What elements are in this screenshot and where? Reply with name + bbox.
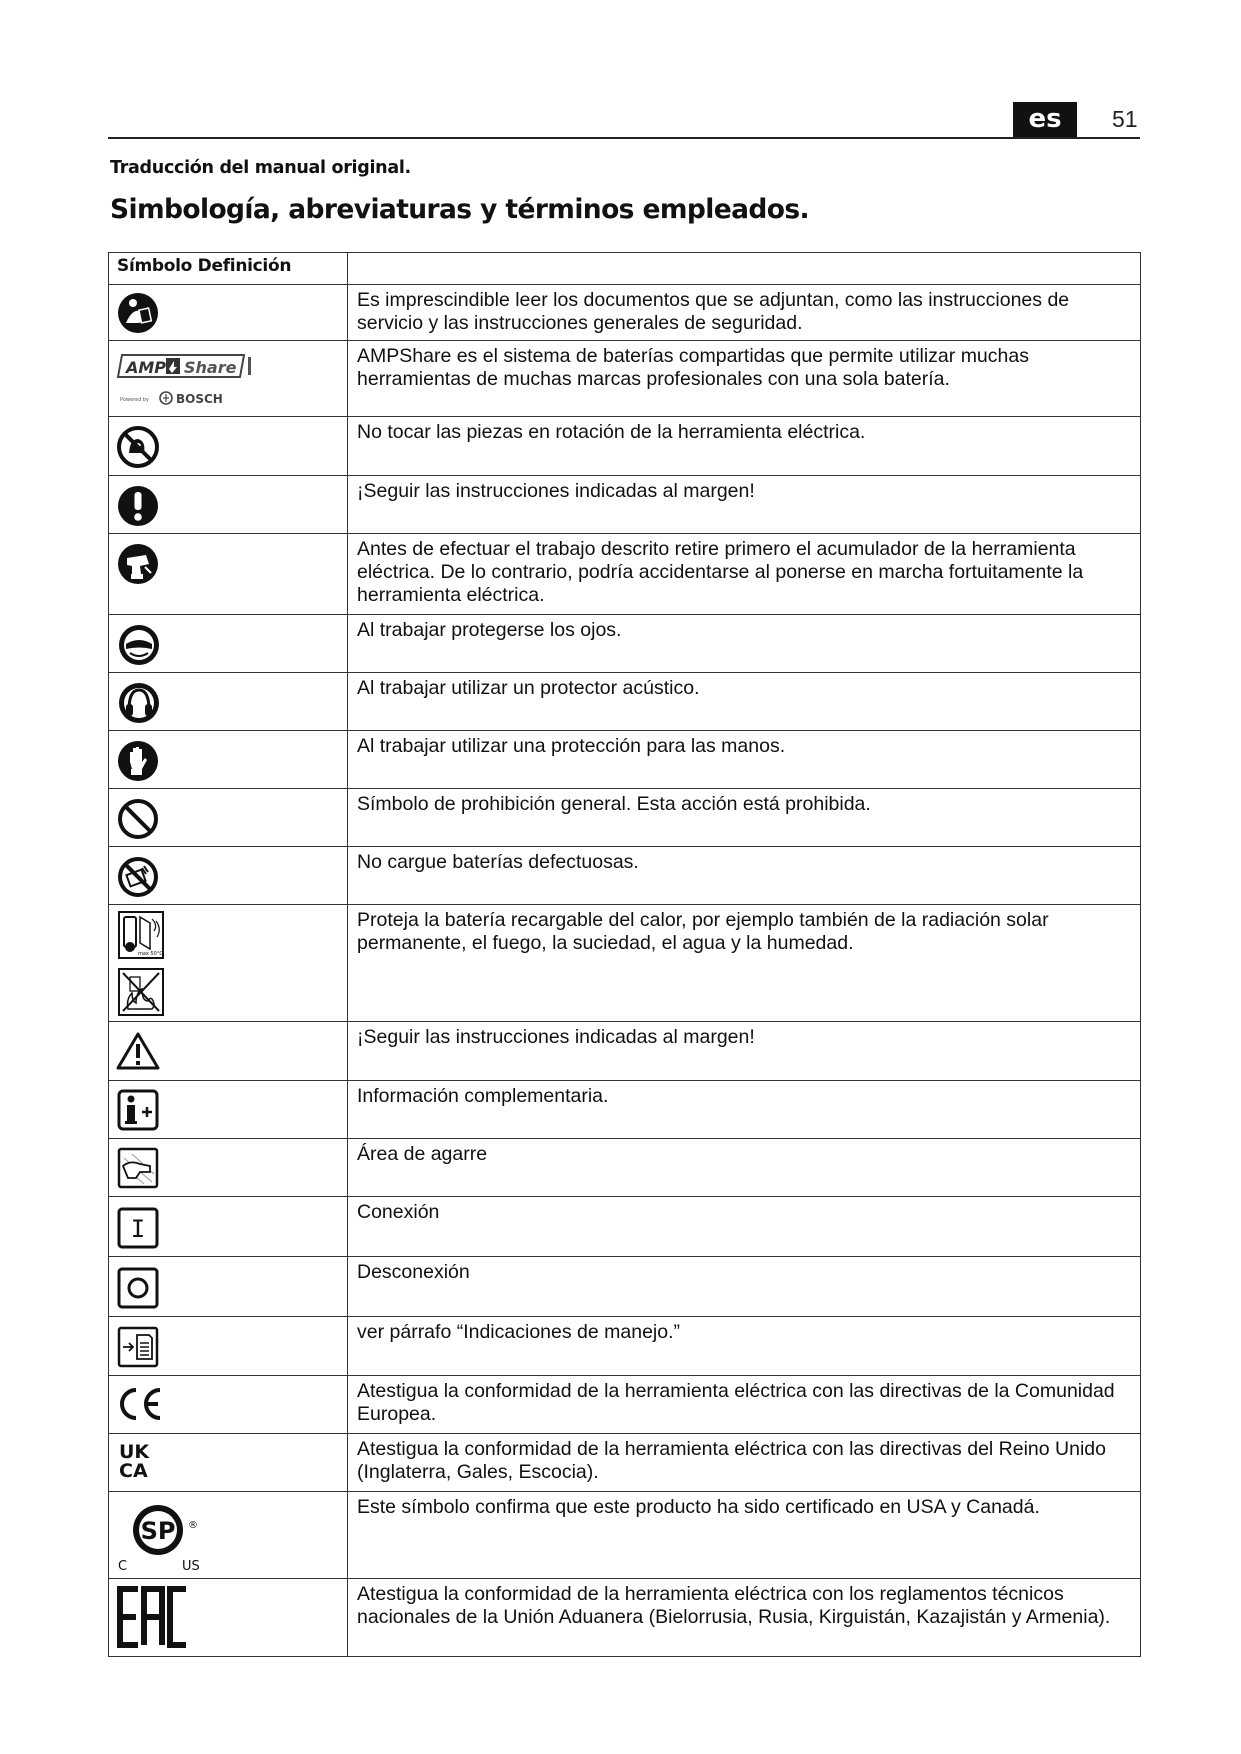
table-header-row: [109, 253, 1141, 285]
table-row: [109, 341, 1141, 417]
ampshare-amp-text: AMP: [126, 358, 167, 377]
hand-protection-icon: [116, 738, 166, 788]
eac-mark-label: EAC: [116, 1585, 118, 1586]
ampshare-brand: BOSCH: [176, 392, 223, 406]
definition-text: Antes de efectuar el trabajo descrito retire primero el acumulador de la herramienta eléctrica. De lo contrario, podría accidentarse al ponerse en marcha fortuitamente la herramienta eléctrica.: [348, 534, 1141, 615]
ukca-ca-label: CA: [119, 1460, 148, 1482]
definition-text: No cargue baterías defectuosas.: [348, 847, 1141, 905]
battery-heat-icon: [116, 909, 166, 1019]
definition-text: Al trabajar utilizar un protector acústico.: [348, 673, 1141, 731]
power-on-icon: [116, 1206, 166, 1256]
ear-protection-icon: [116, 680, 166, 730]
table-row: [109, 1434, 1141, 1492]
grip-area-icon: [116, 1146, 166, 1196]
table-row: [109, 847, 1141, 905]
table-row: [109, 285, 1141, 341]
definition-text: Proteja la batería recargable del calor, por ejemplo también de la radiación solar permanente, el fuego, la suciedad, el agua y la humedad.: [348, 905, 1141, 1022]
column-header-empty: [348, 253, 1141, 285]
table-row: [109, 1081, 1141, 1139]
header-rule: [108, 137, 1140, 139]
csa-logo-text: SP: [140, 1517, 176, 1545]
battery-heat-caption: max 50°C: [138, 951, 163, 957]
see-paragraph-icon: [116, 1325, 166, 1375]
power-on-label: I: [130, 1215, 146, 1243]
ce-mark-icon: [116, 1382, 176, 1432]
table-row: [109, 534, 1141, 615]
column-header: Símbolo Definición: [117, 256, 292, 276]
page-number: 51: [1112, 106, 1138, 132]
definition-text: Al trabajar utilizar una protección para las manos.: [348, 731, 1141, 789]
table-row: [109, 905, 1141, 1022]
definition-text: Al trabajar protegerse los ojos.: [348, 615, 1141, 673]
table-row: [109, 476, 1141, 534]
definition-text: Conexión: [348, 1197, 1141, 1257]
page-title: Simbología, abreviaturas y términos empleados.: [110, 194, 809, 225]
csa-mark-icon: [116, 1494, 206, 1574]
table-row: [109, 1139, 1141, 1197]
table-row: [109, 1257, 1141, 1317]
table-row: [109, 1022, 1141, 1081]
warning-triangle-icon: [116, 1030, 166, 1080]
definition-text: Desconexión: [348, 1257, 1141, 1317]
csa-c-label: C: [118, 1559, 128, 1574]
table-row: [109, 789, 1141, 847]
definition-text: ver párrafo “Indicaciones de manejo.”: [348, 1317, 1141, 1376]
prohibition-icon: [116, 796, 166, 846]
power-off-icon: [116, 1266, 166, 1316]
definition-text: ¡Seguir las instrucciones indicadas al margen!: [348, 1022, 1141, 1081]
info-icon: [116, 1088, 166, 1138]
remove-battery-icon: [116, 542, 166, 592]
table-row: [109, 673, 1141, 731]
no-touch-rotating-icon: [116, 425, 166, 475]
ampshare-share-text: Share: [184, 358, 237, 377]
exclamation-icon: [116, 483, 166, 533]
table-row: [109, 417, 1141, 476]
table-row: [109, 1317, 1141, 1376]
definition-text: Atestigua la conformidad de la herramienta eléctrica con las directivas del Reino Unido (Inglaterra, Gales, Escocia).: [348, 1434, 1141, 1492]
definition-text: Área de agarre: [348, 1139, 1141, 1197]
definition-text: Atestigua la conformidad de la herramienta eléctrica con las directivas de la Comunidad Europea.: [348, 1376, 1141, 1434]
definition-text: Este símbolo confirma que este producto ha sido certificado en USA y Canadá.: [348, 1492, 1141, 1579]
table-row: [109, 615, 1141, 673]
no-charge-defective-icon: [116, 854, 166, 904]
ampshare-powered-by: Powered by: [120, 397, 149, 403]
language-badge: es: [1013, 102, 1077, 137]
definition-text: Es imprescindible leer los documentos que se adjuntan, como las instrucciones de servicio y las instrucciones generales de seguridad.: [348, 285, 1141, 341]
ce-mark-label: CE: [116, 1382, 118, 1383]
document-subtitle: Traducción del manual original.: [110, 158, 411, 178]
definition-text: No tocar las piezas en rotación de la herramienta eléctrica.: [348, 417, 1141, 476]
table-row: [109, 731, 1141, 789]
csa-us-label: US: [182, 1559, 200, 1574]
definition-text: ¡Seguir las instrucciones indicadas al margen!: [348, 476, 1141, 534]
eye-protection-icon: [116, 622, 166, 672]
csa-registered: ®: [188, 1520, 198, 1531]
definition-text: Información complementaria.: [348, 1081, 1141, 1139]
definition-text: Símbolo de prohibición general. Esta acción está prohibida.: [348, 789, 1141, 847]
definition-text: AMPShare es el sistema de baterías compartidas que permite utilizar muchas herramientas de muchas marcas profesionales con una sola batería.: [348, 341, 1141, 417]
ukca-uk-label: UK: [119, 1441, 150, 1463]
table-row: [109, 1376, 1141, 1434]
ukca-mark-icon: [116, 1438, 166, 1488]
definition-text: Atestigua la conformidad de la herramienta eléctrica con los reglamentos técnicos nacionales de la Unión Aduanera (Bielorrusia, Rusia, Kirguistán, Kazajistán y Armenia).: [348, 1579, 1141, 1657]
table-row: [109, 1492, 1141, 1579]
eac-mark-icon: [116, 1585, 206, 1655]
symbol-table: [108, 252, 1141, 1657]
read-manual-icon: [116, 289, 166, 339]
table-row: [109, 1579, 1141, 1657]
table-row: [109, 1197, 1141, 1257]
ampshare-logo: [116, 345, 296, 411]
